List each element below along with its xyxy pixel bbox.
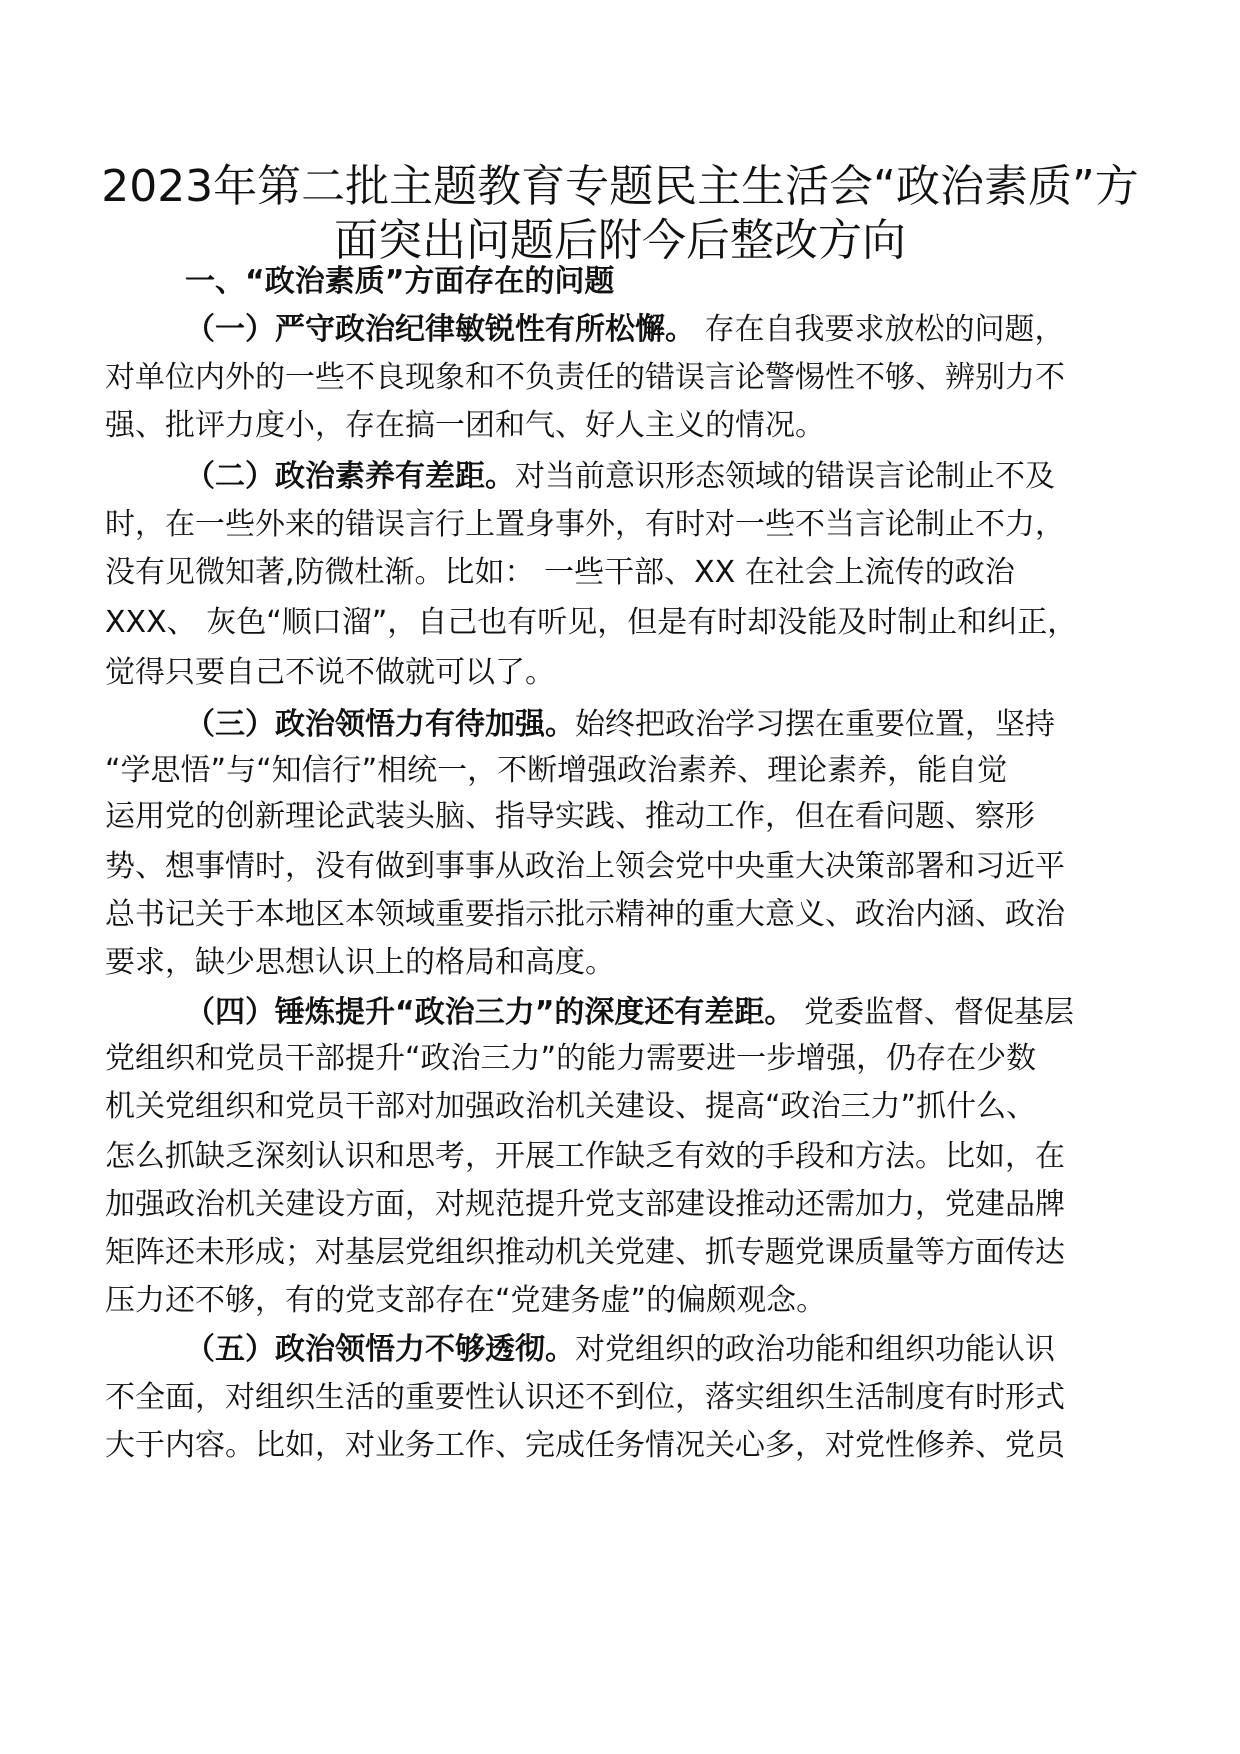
paragraph-line <box>185 1330 1055 1370</box>
paragraph-line <box>185 705 1055 745</box>
paragraph-lead: （四）锤炼提升“政治三力”的深度还有差距。 <box>185 995 795 1030</box>
paragraph-line: “学思悟”与“知信行”相统一，不断增强政治素养、理论素养，能自觉 <box>105 753 1008 788</box>
paragraph-lead: （一）严守政治纪律敏锐性有所松懈。 <box>185 312 695 347</box>
paragraph-line: XXX、 灰色“顺口溜”，自己也有听见，但是有时却没能及时制止和纠正， <box>105 605 1078 640</box>
paragraph-line: 加强政治机关建设方面，对规范提升党支部建设推动还需加力，党建品牌 <box>105 1187 1065 1222</box>
paragraph-line: 没有见微知著,防微杜渐。比如： 一些干部、XX 在社会上流传的政治 <box>105 555 1015 590</box>
paragraph-line: 不全面，对组织生活的重要性认识还不到位，落实组织生活制度有时形式 <box>105 1380 1065 1415</box>
paragraph-line: 怎么抓缺乏深刻认识和思考，开展工作缺乏有效的手段和方法。比如，在 <box>105 1139 1065 1174</box>
paragraph-line: 压力还不够，有的党支部存在“党建务虚”的偏颇观念。 <box>105 1283 827 1318</box>
title-line-1: 2023年第二批主题教育专题民主生活会“政治素质”方 <box>101 161 1139 212</box>
paragraph-text: 对当前意识形态领域的错误言论制止不及 <box>515 459 1055 494</box>
paragraph-line: 强、批评力度小，存在搞一团和气、好人主义的情况。 <box>105 408 825 443</box>
paragraph-line: 时，在一些外来的错误言行上置身事外，有时对一些不当言论制止不力， <box>105 507 1065 542</box>
paragraph-line: 觉得只要自己不说不做就可以了。 <box>105 655 555 690</box>
paragraph-lead: （二）政治素养有差距。 <box>185 459 515 494</box>
paragraph-line: 大于内容。比如，对业务工作、完成任务情况关心多，对党性修养、党员 <box>105 1428 1065 1463</box>
paragraph-text: 党委监督、督促基层 <box>794 995 1074 1030</box>
paragraph-lead: （五）政治领悟力不够透彻。 <box>185 1332 575 1367</box>
paragraph-line: 势、想事情时，没有做到事事从政治上领会党中央重大决策部署和习近平 <box>105 849 1065 884</box>
title-line-2: 面突出问题后附今后整改方向 <box>334 215 906 266</box>
paragraph-line: 总书记关于本地区本领域重要指示批示精神的重大意义、政治内涵、政治 <box>105 897 1065 932</box>
paragraph-line: 要求，缺少思想认识上的格局和高度。 <box>105 945 615 980</box>
paragraph-line: 矩阵还未形成；对基层党组织推动机关党建、抓专题党课质量等方面传达 <box>105 1235 1065 1270</box>
paragraph-line: 对单位内外的一些不良现象和不负责任的错误言论警惕性不够、辨别力不 <box>105 360 1065 395</box>
paragraph-line <box>185 310 1065 350</box>
paragraph-text: 对党组织的政治功能和组织功能认识 <box>575 1332 1055 1367</box>
paragraph-line <box>185 457 1055 497</box>
section-heading: 一、“政治素质”方面存在的问题 <box>185 264 615 299</box>
paragraph-lead: （三）政治领悟力有待加强。 <box>185 707 575 742</box>
paragraph-text: 始终把政治学习摆在重要位置，坚持 <box>575 707 1055 742</box>
paragraph-line <box>185 993 1074 1033</box>
paragraph-text: 存在自我要求放松的问题， <box>695 312 1065 347</box>
paragraph-line: 党组织和党员干部提升“政治三力”的能力需要进一步增强，仍存在少数 <box>105 1041 1037 1076</box>
document-title <box>100 160 1140 268</box>
paragraph-line: 运用党的创新理论武装头脑、指导实践、推动工作，但在看问题、察形 <box>105 799 1035 834</box>
paragraph-line: 机关党组织和党员干部对加强政治机关建设、提高“政治三力”抓什么、 <box>105 1089 1037 1124</box>
